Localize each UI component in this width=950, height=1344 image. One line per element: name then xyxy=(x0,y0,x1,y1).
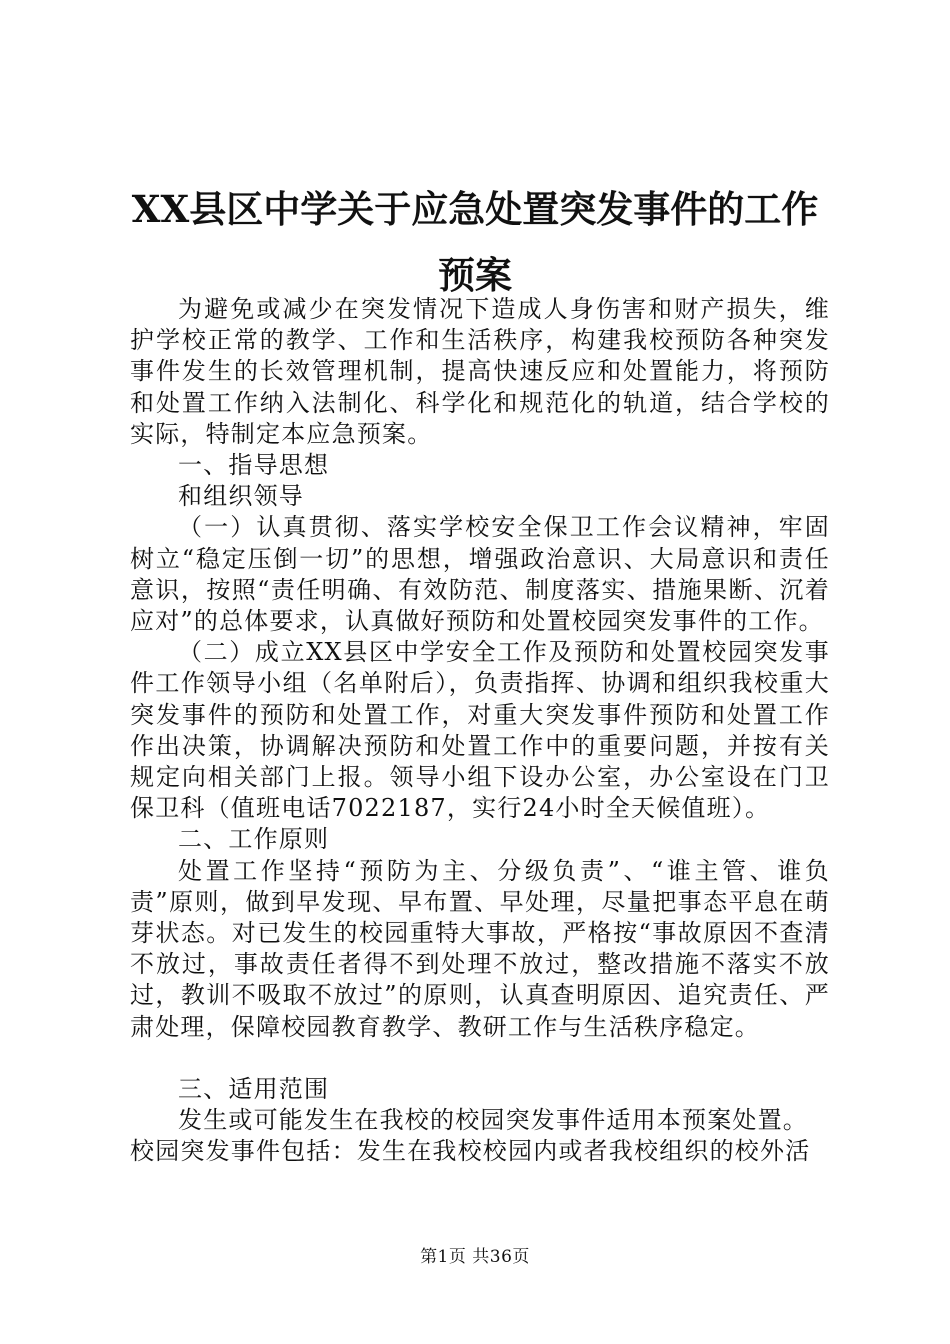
document-title: XX县区中学关于应急处置突发事件的工作预案 xyxy=(131,187,819,297)
section-heading-principles: 二、工作原则 xyxy=(178,825,330,854)
section-heading-organization: 和组织领导 xyxy=(178,482,304,511)
paragraph-item-1: （一）认真贯彻、落实学校安全保卫工作会议精神，牢固树立“稳定压倒一切”的思想，增强政治意识、大局意识和责任意识，按照“责任明确、有效防范、制度落实、措施果断、沉着应对”的总体要求，认真做好预防和处置校园突发事件的工作。 xyxy=(130,513,830,636)
paragraph-scope-continued: 校园突发事件包括：发生在我校校园内或者我校组织的校外活 xyxy=(130,1137,811,1166)
paragraph-scope: 发生或可能发生在我校的校园突发事件适用本预案处置。 xyxy=(178,1106,808,1135)
section-heading-guiding-thought: 一、指导思想 xyxy=(178,451,330,480)
paragraph-item-2: （二）成立XX县区中学安全工作及预防和处置校园突发事件工作领导小组（名单附后），负责指挥、协调和组织我校重大突发事件的预防和处置工作，对重大突发事件预防和处置工作作出决策，协调解决预防和处置工作中的重要问题，并按有关规定向相关部门上报。领导小组下设办公室，办公室设在门卫保卫科（值班电话7022187，实行24小时全天候值班）。 xyxy=(130,638,830,823)
paragraph-principles: 处置工作坚持“预防为主、分级负责”、“谁主管、谁负责”原则，做到早发现、早布置、早处理，尽量把事态平息在萌芽状态。对已发生的校园重特大事故，严格按“事故原因不查清不放过，事故责任者得不到处理不放过，整改措施不落实不放过，教训不吸取不放过”的原则，认真查明原因、追究责任、严肃处理，保障校园教育教学、教研工作与生活秩序稳定。 xyxy=(130,856,830,1041)
document-body xyxy=(130,294,830,1167)
paragraph-intro: 为避免或减少在突发情况下造成人身伤害和财产损失，维护学校正常的教学、工作和生活秩序，构建我校预防各种突发事件发生的长效管理机制，提高快速反应和处置能力，将预防和处置工作纳入法制化、科学化和规范化的轨道，结合学校的实际，特制定本应急预案。 xyxy=(130,295,830,448)
section-heading-scope: 三、适用范围 xyxy=(178,1074,330,1103)
page-number-footer: 第1页 共36页 xyxy=(420,1247,530,1267)
